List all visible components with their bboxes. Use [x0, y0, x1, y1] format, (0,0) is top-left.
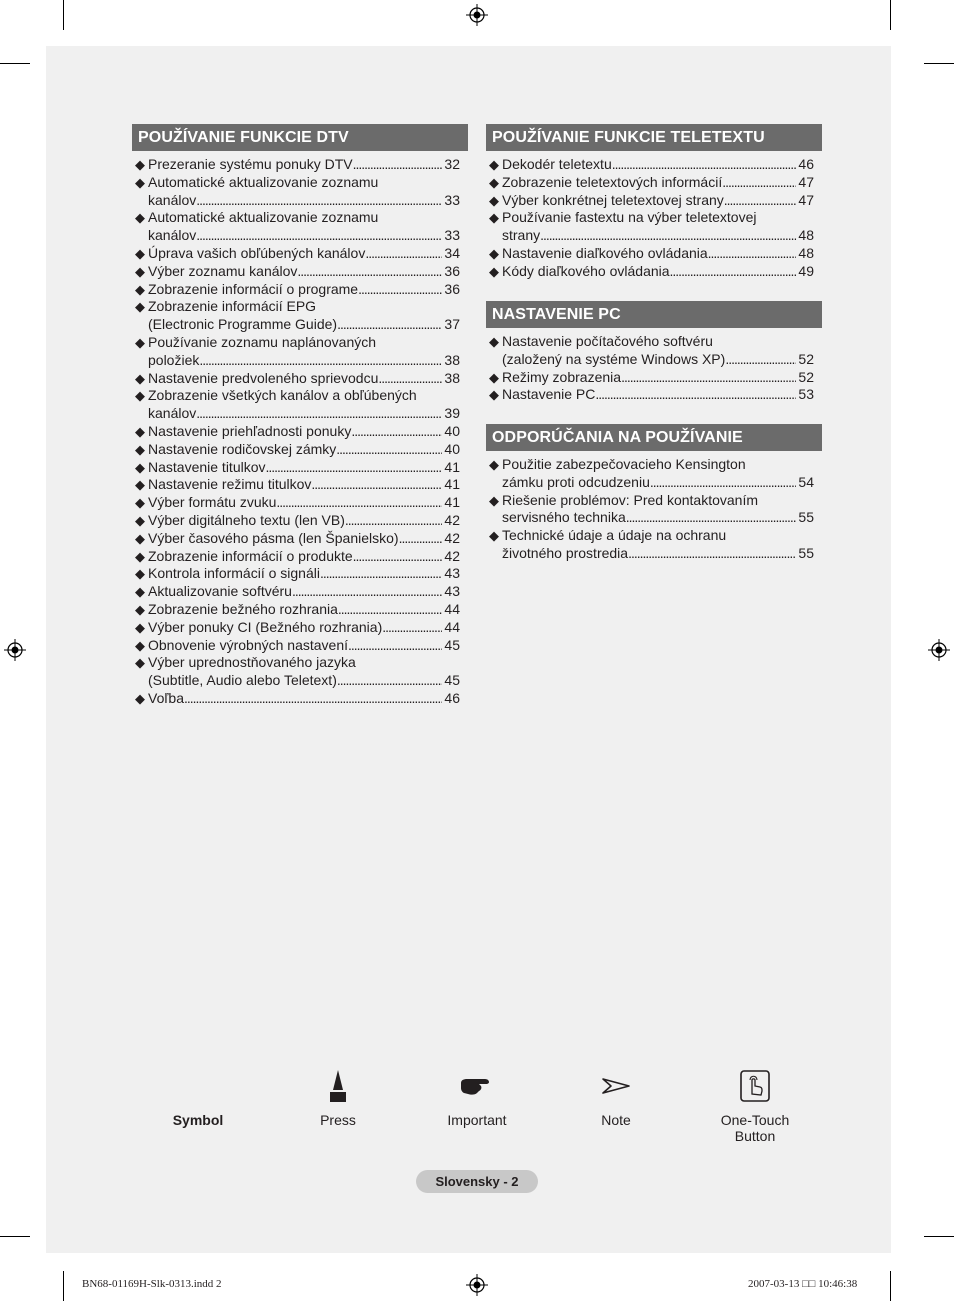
toc-entry-text: Zobrazenie informácií o programe: [148, 280, 359, 297]
toc-entry[interactable]: [132, 583, 468, 601]
dot-leader: [650, 474, 797, 492]
toc-entry[interactable]: [132, 690, 468, 708]
bullet-diamond-icon: ◆: [135, 370, 145, 386]
toc-entry[interactable]: [132, 281, 468, 299]
dot-leader: [336, 441, 442, 459]
slug-date: 2007-03-13 □□ 10:46:38: [748, 1278, 858, 1290]
dot-leader: [382, 619, 442, 637]
toc-entry[interactable]: [132, 512, 468, 530]
symbol-label: Note: [601, 1112, 631, 1128]
toc-entry-text: Zobrazenie informácií o produkte: [148, 547, 353, 564]
registration-mark-icon: [466, 1274, 488, 1296]
bullet-diamond-icon: ◆: [135, 690, 145, 706]
toc-entry-text: položiek: [148, 351, 200, 368]
toc-entry-leader-line: [148, 192, 460, 210]
toc-page-number: 42: [444, 547, 460, 564]
press-icon: [329, 1068, 347, 1104]
toc-entry-leader-line: [148, 156, 460, 174]
toc-entry[interactable]: [132, 156, 468, 174]
toc-page-number: 36: [444, 262, 460, 279]
symbol-label: One-Touch: [720, 1112, 790, 1128]
toc-page-number: 43: [444, 583, 460, 600]
toc-entry-leader-line: [502, 545, 814, 563]
toc-entry-text: Prezeranie systému ponuky DTV: [148, 156, 353, 172]
bullet-diamond-icon: ◆: [135, 334, 145, 350]
toc-list: [132, 156, 468, 708]
toc-entry-text: Nastavenie rodičovskej zámky: [148, 440, 337, 457]
toc-entry[interactable]: [486, 209, 822, 245]
dot-leader: [292, 583, 442, 601]
dot-leader: [353, 548, 443, 566]
toc-entry[interactable]: [132, 423, 468, 441]
crop-mark: [0, 1236, 30, 1237]
dot-leader: [595, 386, 796, 404]
toc-entry[interactable]: [132, 654, 468, 690]
toc-page-number: 45: [444, 672, 460, 689]
toc-page-number: 32: [444, 156, 460, 172]
toc-entry-text: kanálov: [148, 227, 197, 244]
toc-entry-text: Automatické aktualizovanie zoznamu: [148, 209, 379, 226]
toc-entry-text: strany: [502, 227, 541, 244]
toc-entry-text: Kontrola informácií o signáli: [148, 565, 320, 582]
toc-entry-leader-line: [502, 386, 814, 404]
toc-entry-leader-line: [148, 227, 460, 245]
dot-leader: [337, 316, 442, 334]
crop-mark: [924, 63, 954, 64]
toc-entry-text: kanálov: [148, 191, 197, 208]
toc-entry-text: Voľba: [148, 689, 185, 706]
toc-entry-text: Výber časového pásma (len Španielsko): [148, 529, 399, 546]
symbol-press: [302, 1068, 374, 1128]
toc-entry-leader-line: [502, 263, 814, 281]
dot-leader: [196, 227, 442, 245]
dot-leader: [621, 369, 796, 387]
toc-entry-text: servisného technika: [502, 509, 626, 526]
bullet-diamond-icon: ◆: [135, 388, 145, 404]
toc-entry-leader-line: [148, 583, 460, 601]
toc-entry-leader-line: [148, 316, 460, 334]
toc-entry[interactable]: [132, 565, 468, 583]
bullet-diamond-icon: ◆: [135, 495, 145, 511]
toc-entry-leader-line: [502, 174, 814, 192]
toc-entry-leader-line: [502, 369, 814, 387]
toc-entry-leader-line: [148, 281, 460, 299]
bullet-diamond-icon: ◆: [135, 281, 145, 297]
toc-entry[interactable]: [486, 156, 822, 174]
symbol-one-touch: [712, 1068, 798, 1144]
dot-leader: [196, 192, 442, 210]
toc-entry[interactable]: [132, 209, 468, 245]
toc-page-number: 41: [444, 494, 460, 511]
toc-entry[interactable]: [132, 263, 468, 281]
toc-entry-text: (Electronic Programme Guide): [148, 316, 338, 333]
toc-page-number: 41: [444, 458, 460, 475]
toc-entry-text: Dekodér teletextu: [502, 156, 612, 172]
bullet-diamond-icon: ◆: [489, 157, 499, 172]
toc-entry-leader-line: [148, 423, 460, 441]
toc-entry-leader-line: [148, 405, 460, 423]
symbol-legend: [0, 1068, 954, 1158]
dot-leader: [540, 227, 796, 245]
bullet-diamond-icon: ◆: [489, 492, 499, 508]
toc-page-number: 52: [798, 368, 814, 385]
toc-entry-leader-line: [502, 474, 814, 492]
toc-entry[interactable]: [132, 298, 468, 334]
toc-entry-text: zámku proti odcudzeniu: [502, 473, 650, 490]
toc-list: [486, 456, 822, 563]
crop-mark: [890, 1271, 891, 1301]
toc-entry-leader-line: [148, 494, 460, 512]
toc-entry-leader-line: [148, 459, 460, 477]
toc-entry-text: Výber ponuky CI (Bežného rozhrania): [148, 618, 383, 635]
one-touch-button-icon: [739, 1069, 771, 1103]
toc-entry-leader-line: [148, 476, 460, 494]
toc-page-number: 45: [444, 636, 460, 653]
toc-page-number: 37: [444, 316, 460, 333]
toc-entry-leader-line: [502, 245, 814, 263]
toc-entry[interactable]: [132, 476, 468, 494]
toc-entry-leader-line: [148, 441, 460, 459]
toc-entry-text: Zobrazenie teletextových informácií: [502, 173, 723, 190]
toc-entry-leader-line: [148, 637, 460, 655]
symbol-heading: Symbol: [172, 1112, 224, 1128]
toc-entry[interactable]: [132, 441, 468, 459]
toc-entry-text: Aktualizovanie softvéru: [148, 583, 292, 600]
toc-page-number: 41: [444, 476, 460, 493]
toc-entry-text: životného prostredia: [502, 544, 629, 561]
dot-leader: [199, 352, 442, 370]
toc-entry[interactable]: [132, 494, 468, 512]
bullet-diamond-icon: ◆: [489, 192, 499, 208]
toc-entry-leader-line: [148, 548, 460, 566]
toc-entry[interactable]: [132, 370, 468, 388]
toc-entry[interactable]: [132, 530, 468, 548]
toc-entry-leader-line: [148, 619, 460, 637]
dot-leader: [266, 459, 443, 477]
toc-entry[interactable]: [132, 334, 468, 370]
toc-section-pc: [486, 301, 822, 404]
toc-entry-leader-line: [148, 512, 460, 530]
toc-entry[interactable]: [486, 192, 822, 210]
pointing-hand-icon: [459, 1075, 495, 1097]
toc-page-number: 34: [444, 244, 460, 261]
dot-leader: [399, 530, 443, 548]
bullet-diamond-icon: ◆: [135, 619, 145, 635]
bullet-diamond-icon: ◆: [135, 477, 145, 493]
bullet-diamond-icon: ◆: [135, 459, 145, 475]
toc-page-number: 47: [798, 191, 814, 208]
bullet-diamond-icon: ◆: [489, 387, 499, 403]
toc-entry-text: Riešenie problémov: Pred kontaktovaním: [502, 491, 759, 508]
toc-page-number: 40: [444, 422, 460, 439]
dot-leader: [725, 351, 796, 369]
toc-entry-leader-line: [148, 672, 460, 690]
toc-entry-text: Nastavenie PC: [502, 386, 596, 403]
toc-entry-text: Zobrazenie informácií EPG: [148, 298, 317, 315]
symbol-note: [580, 1068, 652, 1128]
toc-entry-leader-line: [148, 263, 460, 281]
toc-entry-text: Úprava vašich obľúbených kanálov: [148, 244, 366, 261]
bullet-diamond-icon: ◆: [489, 245, 499, 261]
toc-page-number: 54: [798, 473, 814, 490]
dot-leader: [708, 245, 797, 263]
page-number-badge: Slovensky - 2: [416, 1170, 538, 1193]
dot-leader: [724, 192, 797, 210]
dot-leader: [628, 545, 796, 563]
toc-entry-leader-line: [148, 245, 460, 263]
toc-entry-text: Kódy diaľkového ovládania: [502, 262, 670, 279]
toc-entry-text: Obnovenie výrobných nastavení: [148, 636, 349, 653]
toc-entry[interactable]: [132, 387, 468, 423]
dot-leader: [196, 405, 442, 423]
registration-mark-icon: [4, 639, 26, 661]
dot-leader: [338, 601, 443, 619]
crop-mark: [63, 0, 64, 30]
toc-entry-text: Automatické aktualizovanie zoznamu: [148, 173, 379, 190]
bullet-diamond-icon: ◆: [135, 210, 145, 226]
toc-entry[interactable]: [486, 386, 822, 404]
dot-leader: [320, 565, 442, 583]
toc-entry-text: Použitie zabezpečovacieho Kensington: [502, 456, 746, 472]
toc-entry[interactable]: [486, 333, 822, 369]
toc-entry-text: Nastavenie priehľadnosti ponuky: [148, 422, 352, 439]
toc-entry-text: Výber zoznamu kanálov: [148, 262, 298, 279]
bullet-diamond-icon: ◆: [135, 441, 145, 457]
toc-entry-leader-line: [502, 509, 814, 527]
toc-page-number: 43: [444, 565, 460, 582]
section-title: NASTAVENIE PC: [486, 301, 822, 328]
toc-page-number: 44: [444, 618, 460, 635]
toc-page-number: 36: [444, 280, 460, 297]
toc-entry-leader-line: [148, 370, 460, 388]
bullet-diamond-icon: ◆: [489, 263, 499, 279]
bullet-diamond-icon: ◆: [489, 369, 499, 385]
crop-mark: [924, 1236, 954, 1237]
bullet-diamond-icon: ◆: [489, 210, 499, 226]
bullet-diamond-icon: ◆: [135, 637, 145, 653]
toc-page-number: 33: [444, 191, 460, 208]
toc-entry[interactable]: [486, 174, 822, 192]
toc-entry-text: Režimy zobrazenia: [502, 368, 622, 385]
toc-entry[interactable]: [486, 456, 822, 492]
bullet-diamond-icon: ◆: [489, 528, 499, 544]
toc-entry-text: Nastavenie titulkov: [148, 458, 266, 475]
toc-page-number: 49: [798, 262, 814, 279]
toc-page-number: 46: [444, 689, 460, 706]
toc-entry-text: Zobrazenie všetkých kanálov a obľúbených: [148, 387, 417, 404]
toc-page-number: 48: [798, 227, 814, 244]
bullet-diamond-icon: ◆: [135, 423, 145, 439]
toc-page-number: 38: [444, 351, 460, 368]
toc-page-number: 39: [444, 405, 460, 422]
toc-page-number: 44: [444, 600, 460, 617]
toc-entry[interactable]: [486, 492, 822, 528]
toc-entry-leader-line: [148, 601, 460, 619]
bullet-diamond-icon: ◆: [489, 174, 499, 190]
toc-page-number: 46: [798, 156, 814, 172]
toc-entry[interactable]: [486, 527, 822, 563]
bullet-diamond-icon: ◆: [135, 655, 145, 671]
dot-leader: [626, 509, 797, 527]
bullet-diamond-icon: ◆: [489, 334, 499, 349]
dot-leader: [722, 174, 796, 192]
toc-entry-text: (založený na systéme Windows XP): [502, 350, 726, 367]
toc-entry[interactable]: [486, 263, 822, 281]
toc-entry[interactable]: [132, 637, 468, 655]
dot-leader: [670, 263, 797, 281]
toc-entry[interactable]: [486, 245, 822, 263]
toc-page-number: 55: [798, 509, 814, 526]
symbol-label: Button: [734, 1128, 776, 1144]
slug-file: BN68-01169H-Slk-0313.indd 2: [82, 1278, 222, 1290]
toc-list: [486, 333, 822, 404]
toc-page-number: 40: [444, 440, 460, 457]
toc-entry-leader-line: [502, 156, 814, 174]
dot-leader: [345, 512, 443, 530]
dot-leader: [276, 494, 442, 512]
registration-mark-icon: [928, 639, 950, 661]
bullet-diamond-icon: ◆: [135, 566, 145, 582]
crop-mark: [890, 0, 891, 30]
dot-leader: [297, 263, 442, 281]
toc-entry-leader-line: [502, 351, 814, 369]
symbol-label: Important: [447, 1112, 507, 1128]
bullet-diamond-icon: ◆: [135, 512, 145, 528]
section-title: POUŽÍVANIE FUNKCIE TELETEXTU: [486, 124, 822, 151]
symbol-label: Press: [320, 1112, 356, 1128]
dot-leader: [353, 156, 443, 174]
toc-section-recommendations: [486, 424, 822, 563]
toc-entry-leader-line: [148, 690, 460, 708]
toc-entry-text: Výber digitálneho textu (len VB): [148, 511, 345, 528]
note-arrow-icon: [601, 1077, 631, 1095]
bullet-diamond-icon: ◆: [135, 584, 145, 600]
toc-page-number: 48: [798, 244, 814, 261]
toc-entry-text: Výber formátu zvuku: [148, 494, 277, 511]
toc-page-number: 38: [444, 369, 460, 386]
toc-entry-text: (Subtitle, Audio alebo Teletext): [148, 672, 337, 689]
crop-mark: [63, 1271, 64, 1301]
toc-entry[interactable]: [132, 459, 468, 477]
toc-page-number: 42: [444, 511, 460, 528]
toc-page-number: 55: [798, 544, 814, 561]
toc-entry-text: Technické údaje a údaje na ochranu: [502, 527, 727, 544]
dot-leader: [184, 690, 442, 708]
toc-page-number: 42: [444, 529, 460, 546]
toc-entry-text: Zobrazenie bežného rozhrania: [148, 600, 338, 617]
symbol-important: [437, 1068, 517, 1128]
bullet-diamond-icon: ◆: [135, 548, 145, 564]
toc-entry-leader-line: [502, 192, 814, 210]
toc-list: [486, 156, 822, 281]
crop-mark: [0, 63, 30, 64]
toc-entry[interactable]: [132, 245, 468, 263]
toc-entry-text: Používanie zoznamu naplánovaných: [148, 333, 377, 350]
bullet-diamond-icon: ◆: [135, 299, 145, 315]
bullet-diamond-icon: ◆: [135, 601, 145, 617]
toc-page-number: 52: [798, 350, 814, 367]
dot-leader: [358, 281, 442, 299]
bullet-diamond-icon: ◆: [135, 157, 145, 172]
dot-leader: [337, 672, 443, 690]
toc-page-number: 53: [798, 386, 814, 403]
toc-entry-text: Používanie fastextu na výber teletextovej: [502, 209, 757, 226]
toc-entry-text: Výber uprednostňovaného jazyka: [148, 654, 356, 671]
toc-entry-text: kanálov: [148, 405, 197, 422]
toc-entry-text: Nastavenie predvoleného sprievodcu: [148, 369, 379, 386]
toc-entry-text: Nastavenie počítačového softvéru: [502, 333, 713, 349]
bullet-diamond-icon: ◆: [135, 530, 145, 546]
toc-section-teletext: [486, 124, 822, 281]
section-title: POUŽÍVANIE FUNKCIE DTV: [132, 124, 468, 151]
dot-leader: [311, 476, 442, 494]
toc-entry-leader-line: [148, 530, 460, 548]
toc-entry-leader-line: [148, 565, 460, 583]
bullet-diamond-icon: ◆: [489, 457, 499, 472]
dot-leader: [348, 637, 442, 655]
toc-entry-text: Výber konkrétnej teletextovej strany: [502, 191, 724, 208]
toc-page-number: 33: [444, 227, 460, 244]
registration-mark-icon: [466, 4, 488, 26]
toc-entry-leader-line: [502, 227, 814, 245]
dot-leader: [612, 156, 797, 174]
dot-leader: [351, 423, 442, 441]
bullet-diamond-icon: ◆: [135, 245, 145, 261]
toc-entry[interactable]: [132, 619, 468, 637]
toc-entry-text: Nastavenie diaľkového ovládania: [502, 244, 708, 261]
toc-entry[interactable]: [132, 548, 468, 566]
toc-entry[interactable]: [132, 601, 468, 619]
dot-leader: [378, 370, 442, 388]
bullet-diamond-icon: ◆: [135, 174, 145, 190]
toc-page-number: 47: [798, 173, 814, 190]
toc-section-dtv: [132, 124, 468, 708]
dot-leader: [365, 245, 442, 263]
toc-entry-text: Nastavenie režimu titulkov: [148, 476, 312, 493]
bullet-diamond-icon: ◆: [135, 263, 145, 279]
toc-entry-leader-line: [148, 352, 460, 370]
section-title: ODPORÚČANIA NA POUŽÍVANIE: [486, 424, 822, 451]
toc-entry[interactable]: [132, 174, 468, 210]
toc-entry[interactable]: [486, 369, 822, 387]
